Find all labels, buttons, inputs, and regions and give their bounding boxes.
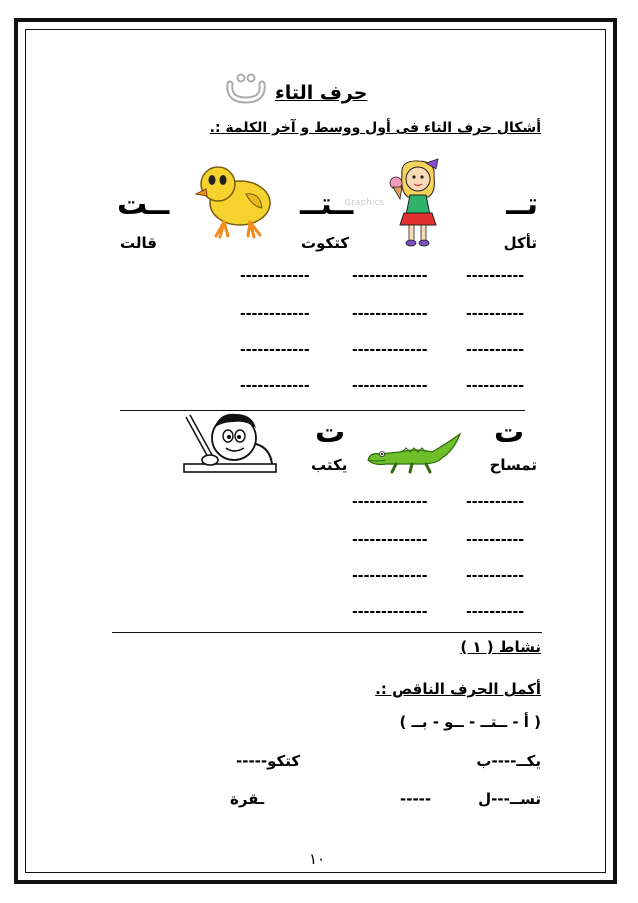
dash-line: ------------: [240, 378, 310, 394]
dash-line: ----------: [466, 604, 525, 620]
dash-line: ------------: [240, 306, 310, 322]
word-qalat: قالت: [120, 234, 157, 252]
dash-line: -------------: [352, 268, 428, 284]
dash-line: -------------: [352, 568, 428, 584]
dash-line: ----------: [466, 268, 525, 284]
dash-line: -------------: [352, 604, 428, 620]
dash-line: -------------: [352, 378, 428, 394]
dash-line: ------------: [240, 342, 310, 358]
dash-line: ----------: [466, 494, 525, 510]
crocodile-image: [366, 432, 464, 476]
dash-line: -------------: [352, 494, 428, 510]
dash-line: -------------: [352, 342, 428, 358]
activity-title: نشاط ( ١ ): [460, 638, 541, 656]
page-title: حرف التاء: [275, 82, 368, 104]
exercise-item: -----: [400, 790, 432, 808]
exercise-item: كتكو-----: [236, 752, 301, 770]
section-heading: أشكال حرف التاء فى أول ووسط و آخر الكلمة :.: [209, 120, 541, 136]
letter-ta-isolated: ت: [315, 415, 346, 450]
activity-options: ( أ - ــتــ - ــو - بــ ): [399, 713, 541, 731]
chick-image: [190, 158, 280, 240]
dash-line: ----------: [466, 568, 525, 584]
dash-line: ----------: [466, 532, 525, 548]
letter-ta-outline-icon: [224, 70, 268, 106]
dash-line: ------------: [240, 268, 310, 284]
page-border-inner: [25, 29, 606, 873]
word-takul: تأكل: [503, 234, 537, 252]
svg-text:Graphics: Graphics: [344, 198, 384, 208]
dash-line: ----------: [466, 306, 525, 322]
activity-instruction: أكمل الحرف الناقص :.: [375, 680, 541, 698]
girl-eating-icecream-image: [344, 155, 460, 250]
word-timsah: تمساح: [489, 456, 537, 474]
letter-final: ــت: [117, 187, 170, 222]
exercise-item: تســ---ل: [478, 790, 541, 808]
man-writing-image: [174, 410, 282, 480]
dash-line: -------------: [352, 532, 428, 548]
dash-line: -------------: [352, 306, 428, 322]
exercise-item: يكــ----ب: [476, 752, 541, 770]
exercise-item: ـقرة: [230, 790, 265, 808]
letter-medial: ــتــ: [300, 187, 354, 222]
word-katkut: كتكوت: [301, 234, 350, 252]
dash-line: ----------: [466, 378, 525, 394]
letter-ta-isolated: ت: [494, 415, 525, 450]
word-yaktub: يكتب: [311, 456, 348, 474]
page-number: ١٠: [309, 850, 326, 868]
letter-initial: تــ: [506, 187, 538, 222]
dash-line: ----------: [466, 342, 525, 358]
divider-line: [112, 632, 542, 633]
